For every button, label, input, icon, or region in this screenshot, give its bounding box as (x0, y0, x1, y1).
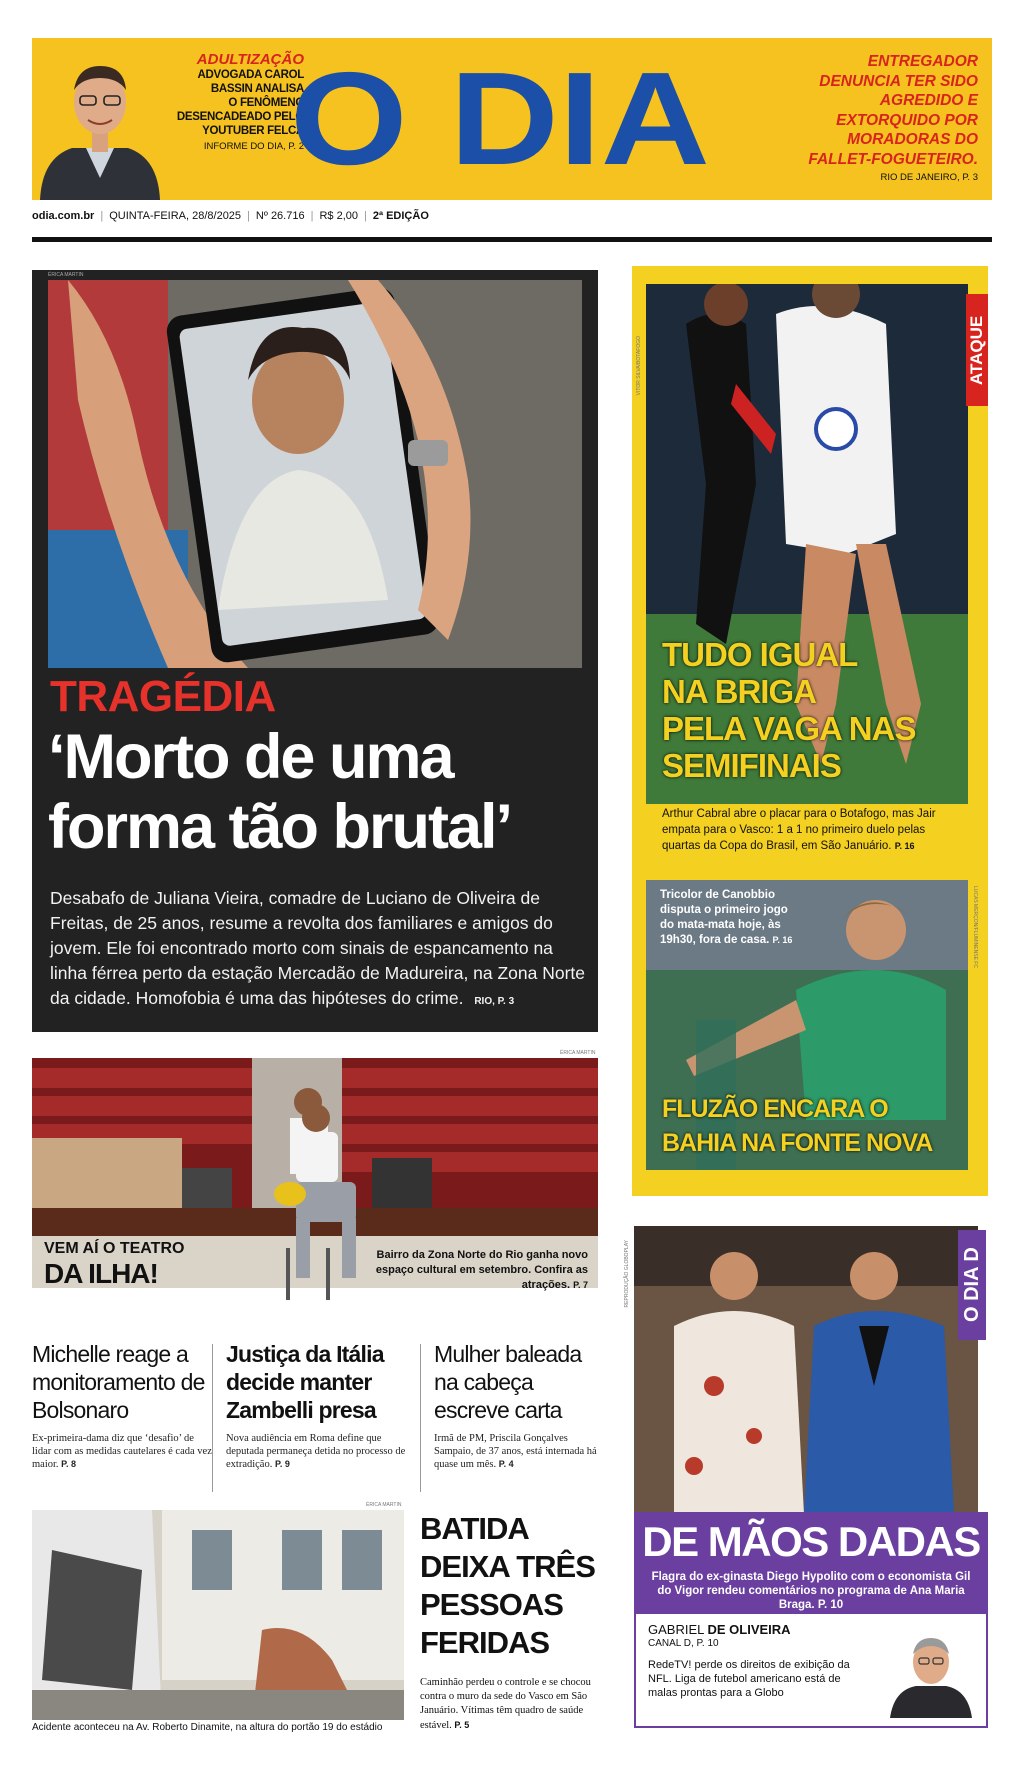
left-teaser-kicker: ADULTIZAÇÃO (196, 51, 304, 68)
right-teaser-line: AGREDIDO E (879, 92, 978, 109)
headline-line: BAHIA NA FONTE NOVA (662, 1129, 933, 1157)
summary-text: Desabafo de Juliana Vieira, comadre de Luciano de Oliveira de Freitas, de 25 anos, resume a revolta dos familiares e amigos do jovem. Ele foi encontrado morto com sinais de espancamento na linha férrea perto da estação Mercadão de Madureira, na Zona Norte da cidade. Homofobia é uma das hipóteses do crime. (50, 888, 586, 1008)
news-teaser[interactable] (226, 1340, 406, 1471)
left-teaser-line: O FENÔMENO (228, 97, 304, 109)
columnist-avatar (886, 1628, 976, 1718)
headline-line: DEIXA TRÊS (420, 1549, 595, 1584)
news-teaser[interactable] (32, 1340, 212, 1471)
page-ref[interactable]: P. 16 (772, 935, 793, 945)
description-text: Irmã de PM, Priscila Gonçalves Sampaio, de 37 anos, está internada há quase um mês. (434, 1433, 597, 1470)
description-text: Flagra do ex-ginasta Diego Hypolito com o economista Gil do Vigor rendeu comentários no programa de Ana Maria Braga. (651, 1571, 971, 1611)
teaser-description (434, 1432, 602, 1471)
divider (212, 1344, 213, 1492)
main-story-headline[interactable] (48, 722, 588, 862)
separator: | (310, 210, 314, 222)
photo-credit: VITOR SILVA/BOTAFOGO (636, 336, 642, 396)
site-url[interactable]: odia.com.br (32, 210, 95, 222)
theatre-description (372, 1248, 588, 1293)
photo-credit: LUCAS MERÇON/FLUMINENSE FC (972, 886, 978, 968)
fluminense-headline[interactable] (662, 1092, 962, 1160)
issue-number: Nº 26.716 (255, 210, 305, 222)
main-story-summary (50, 886, 586, 1014)
description-text: Bairro da Zona Norte do Rio ganha novo espaço cultural em setembro. Confira as atrações. (375, 1249, 588, 1291)
celebrity-headline: DE MÃOS DADAS (642, 1518, 980, 1565)
theatre-person-photo (256, 1098, 386, 1306)
celebrity-photo (634, 1226, 978, 1514)
page-ref[interactable]: P. 4 (498, 1459, 514, 1469)
caption-text: Arthur Cabral abre o placar para o Botafogo, mas Jair empata para o Vasco: 1 a 1 no primeiro duelo pelas quartas da Copa do Brasil, em São Januário. (662, 808, 936, 852)
accident-photo (32, 1510, 404, 1720)
columnist-last-name: DE OLIVEIRA (707, 1622, 791, 1637)
news-teaser[interactable] (434, 1340, 602, 1471)
column-text: RedeTV! perde os direitos de exibição da NFL. Liga de futebol americano está de malas prontas para a Globo (648, 1659, 850, 1699)
theatre-title: DA ILHA! (44, 1258, 158, 1289)
divider (32, 237, 992, 242)
headline-line: TUDO IGUAL (662, 636, 858, 673)
masthead (32, 38, 992, 200)
headline-line: forma tão brutal’ (48, 792, 512, 862)
right-teaser-line: FALLET-FOGUETEIRO. (808, 150, 978, 168)
accident-headline[interactable] (420, 1510, 600, 1662)
teaser-description (32, 1432, 212, 1471)
separator: | (100, 210, 104, 222)
right-teaser-line: MORADORAS DO (847, 131, 978, 148)
headline-line: NA BRIGA (662, 673, 816, 710)
description-text: Ex-primeira-dama diz que ‘desafio’ de lidar com as medidas cautelares é cada vez maior. (32, 1433, 212, 1470)
columnist-first-name: GABRIEL (648, 1622, 704, 1637)
separator: | (247, 210, 250, 222)
page-ref[interactable]: P. 9 (274, 1459, 290, 1469)
headline-line: FERIDAS (420, 1625, 550, 1660)
page-ref[interactable]: P. 16 (894, 841, 915, 851)
edition-date: QUINTA-FEIRA, 28/8/2025 (109, 210, 242, 222)
left-teaser-line: ADVOGADA CAROL (197, 69, 304, 81)
headline-line: SEMIFINAIS (662, 747, 841, 784)
photo-credit: ÉRICA MARTIN (48, 272, 84, 278)
main-story[interactable] (32, 270, 598, 1032)
headline-line: FLUZÃO ENCARA O (662, 1095, 888, 1123)
right-teaser-ref: RIO DE JANEIRO, P. 3 (880, 172, 978, 183)
headline-line: PESSOAS (420, 1587, 563, 1622)
left-teaser-line: YOUTUBER FELCA (202, 125, 304, 137)
teaser-headline: Mulher baleada na cabeça escreve carta (434, 1341, 582, 1423)
left-teaser-line: BASSIN ANALISA (210, 83, 304, 95)
teaser-text: Tricolor de Canobbio disputa o primeiro jogo do mata-mata hoje, às 19h30, fora de casa. (660, 889, 788, 946)
photo-credit: ÉRICA MARTIN (560, 1050, 596, 1056)
divider (420, 1344, 421, 1492)
left-teaser-line: DESENCADEADO PELO (176, 111, 304, 123)
celebrity-story[interactable] (634, 1512, 988, 1612)
teaser-headline: Michelle reage a monitoramento de Bolsonaro (32, 1341, 205, 1423)
description-text: Caminhão perdeu o controle e se chocou contra o muro da sede do Vasco em São Januário. Vítimas têm quadro de saúde estável. (420, 1677, 591, 1731)
newspaper-logo[interactable] (280, 66, 720, 176)
page-ref[interactable]: P. 7 (573, 1280, 588, 1290)
headline-line: ‘Morto de uma (48, 722, 453, 792)
main-story-photo (48, 280, 582, 668)
page-ref[interactable]: P. 5 (454, 1720, 470, 1730)
columnist-name (648, 1622, 791, 1637)
right-teaser[interactable] (722, 52, 978, 185)
price: R$ 2,00 (319, 210, 358, 222)
page-ref[interactable]: RIO, P. 3 (474, 996, 515, 1007)
right-teaser-line: EXTORQUIDO POR (836, 111, 978, 129)
section-label-odia-d: O DIA D (958, 1230, 986, 1340)
photo-credit: REPRODUÇÃO GLOBOPLAY (624, 1240, 630, 1308)
edition-info (32, 206, 592, 226)
headline-line: BATIDA (420, 1511, 529, 1546)
photo-credit: ÉRICA MARTIN (366, 1502, 402, 1508)
page-ref[interactable]: P. 10 (817, 1599, 844, 1611)
accident-caption: Acidente aconteceu na Av. Roberto Dinamite, na altura do portão 19 do estádio (32, 1722, 383, 1733)
logo-text: O DIA (290, 66, 710, 176)
right-teaser-line: ENTREGADOR (867, 53, 978, 70)
teaser-description (226, 1432, 406, 1471)
fluminense-teaser (660, 888, 800, 948)
page-ref[interactable]: P. 8 (61, 1459, 77, 1469)
theatre-kicker: VEM AÍ O TEATRO (44, 1240, 185, 1257)
section-label-ataque: ATAQUE (966, 294, 988, 406)
page-ref[interactable]: CANAL D, P. 10 (648, 1638, 719, 1649)
description-text: Nova audiência em Roma define que deputada permaneça detida no processo de extradição. (226, 1433, 406, 1470)
right-teaser-line: DENUNCIA TER SIDO (819, 72, 978, 90)
columnist-photo (32, 38, 168, 200)
sports-caption (662, 806, 962, 854)
celebrity-description (648, 1570, 974, 1612)
edition-label: 2ª EDIÇÃO (372, 210, 429, 222)
sports-headline[interactable] (662, 636, 962, 784)
separator: | (363, 210, 367, 222)
column-teaser[interactable] (634, 1612, 988, 1728)
accident-description (420, 1676, 604, 1733)
sports-section (632, 266, 988, 1196)
teaser-headline: Justiça da Itália decide manter Zambelli presa (226, 1341, 384, 1423)
left-teaser-ref: INFORME DO DIA, P. 2 (203, 141, 304, 152)
headline-line: PELA VAGA NAS (662, 710, 916, 747)
main-story-kicker: TRAGÉDIA (50, 672, 276, 721)
